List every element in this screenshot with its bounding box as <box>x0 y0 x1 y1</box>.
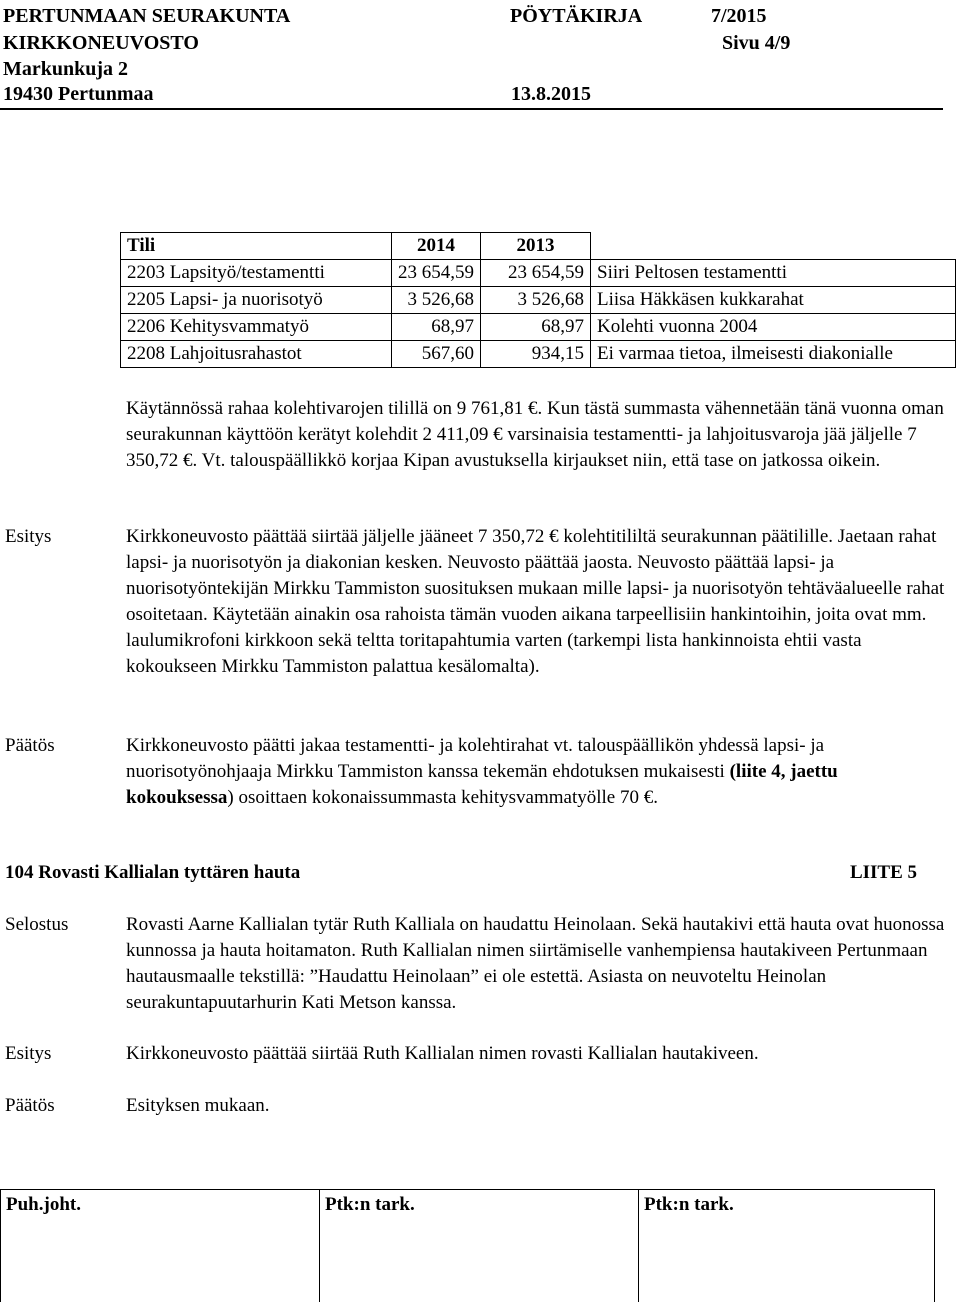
cell-note: Siiri Peltosen testamentti <box>591 260 956 287</box>
table-header-row <box>121 233 956 260</box>
header-cell-2013: 2013 <box>481 233 591 260</box>
document-number: 7/2015 <box>711 4 767 28</box>
document-type: PÖYTÄKIRJA <box>510 4 642 28</box>
table-row <box>121 341 956 368</box>
header-cell-account: Tili <box>121 233 392 260</box>
cell-2014: 23 654,59 <box>392 260 481 287</box>
section-heading <box>5 860 917 886</box>
header-cell-note <box>591 233 956 260</box>
decision-text-end: ) osoittaen kokonaissummasta kehitysvammatyölle 70 €. <box>227 787 658 808</box>
header-cell-2014: 2014 <box>392 233 481 260</box>
cell-note: Ei varmaa tietoa, ilmeisesti diakonialle <box>591 341 956 368</box>
table-row <box>121 260 956 287</box>
proposal-label: Esitys <box>5 524 51 550</box>
proposal-label-2: Esitys <box>5 1041 51 1067</box>
cell-2014: 567,60 <box>392 341 481 368</box>
cell-account: 2208 Lahjoitusrahastot <box>121 341 392 368</box>
signature-row <box>1 1190 935 1302</box>
decision-paragraph-2: Esityksen mukaan. <box>126 1093 946 1119</box>
section-attachment: LIITE 5 <box>850 860 917 886</box>
cell-account: 2206 Kehitysvammatyö <box>121 314 392 341</box>
section-title: 104 Rovasti Kallialan tyttären hauta <box>5 862 300 883</box>
decision-text-start: Kirkkoneuvosto päätti jakaa testamentti- ja kolehtirahat vt. talouspäällikön yhdessä lapsi- ja nuorisotyönohjaaja Mirkku Tammiston kanssa tekemän ehdotuksen mukaisesti <box>126 735 824 782</box>
meeting-date: 13.8.2015 <box>511 82 591 106</box>
cell-2014: 3 526,68 <box>392 287 481 314</box>
cell-2013: 68,97 <box>481 314 591 341</box>
cell-2013: 3 526,68 <box>481 287 591 314</box>
street-address: Markunkuja 2 <box>3 57 128 81</box>
cell-account: 2205 Lapsi- ja nuorisotyö <box>121 287 392 314</box>
report-paragraph: Rovasti Aarne Kallialan tytär Ruth Kalliala on haudattu Heinolaan. Sekä hautakivi että hauta ovat huonossa kunnossa ja hauta hoitamaton. Ruth Kallialan nimen siirtämiselle vanhempiensa hautakiveen Pertunmaan hautausmaalle tekstillä: ”Haudattu Heinolaan” ei ole estettä. Asiasta on neuvoteltu Heinolan seurakuntapuutarhurin Kati Metson kanssa. <box>126 912 946 1016</box>
header-divider <box>0 108 943 110</box>
signature-chair: Puh.joht. <box>1 1190 320 1302</box>
proposal-paragraph-2: Kirkkoneuvosto päättää siirtää Ruth Kallialan nimen rovasti Kallialan hautakiveen. <box>126 1041 946 1067</box>
table-row <box>121 287 956 314</box>
cell-2013: 934,15 <box>481 341 591 368</box>
decision-paragraph <box>126 733 946 811</box>
cell-2013: 23 654,59 <box>481 260 591 287</box>
table-row <box>121 314 956 341</box>
org-name: PERTUNMAAN SEURAKUNTA <box>3 4 290 28</box>
signature-checker-2: Ptk:n tark. <box>639 1190 935 1302</box>
cell-note: Kolehti vuonna 2004 <box>591 314 956 341</box>
accounts-table <box>120 232 956 368</box>
council-name: KIRKKONEUVOSTO <box>3 31 199 55</box>
cell-2014: 68,97 <box>392 314 481 341</box>
report-label: Selostus <box>5 912 68 938</box>
signature-table <box>0 1189 935 1302</box>
cell-account: 2203 Lapsityö/testamentti <box>121 260 392 287</box>
practice-paragraph: Käytännössä rahaa kolehtivarojen tilillä on 9 761,81 €. Kun tästä summasta vähennetään tänä vuonna oman seurakunnan käyttöön kerätyt kolehdit 2 411,09 € varsinaisia testamentti- ja lahjoitusvaroja jää jäljelle 7 350,72 €. Vt. talouspäällikkö korjaa Kipan avustuksella kirjaukset niin, että tase on jatkossa oikein. <box>126 396 946 474</box>
decision-label: Päätös <box>5 733 55 759</box>
cell-note: Liisa Häkkäsen kukkarahat <box>591 287 956 314</box>
page-number: Sivu 4/9 <box>722 31 790 55</box>
postal-city: 19430 Pertunmaa <box>3 82 154 106</box>
proposal-paragraph: Kirkkoneuvosto päättää siirtää jäljelle jääneet 7 350,72 € kolehtitililtä seurakunnan päätilille. Jaetaan rahat lapsi- ja nuorisotyön ja diakonian kesken. Neuvosto päättää jaosta. Neuvosto päättää lapsi- ja nuorisotyöntekijän Mirkku Tammiston suosituksen mukaan mille lapsi- ja nuorisotyön tehtäväalueelle rahat osoitetaan. Käytetään ainakin osa rahoista tämän vuoden aikana tarpeellisiin hankintoihin, joita ovat mm. laulumikrofoni kirkkoon sekä teltta toritapahtumia varten (tarkempi lista hankinnoista ehtii vasta kokoukseen Mirkku Tammiston palattua kesälomalta). <box>126 524 946 680</box>
decision-attachment-ref: (liite 4, jaettu kokouksessa <box>126 761 838 808</box>
signature-checker-1: Ptk:n tark. <box>320 1190 639 1302</box>
decision-label-2: Päätös <box>5 1093 55 1119</box>
